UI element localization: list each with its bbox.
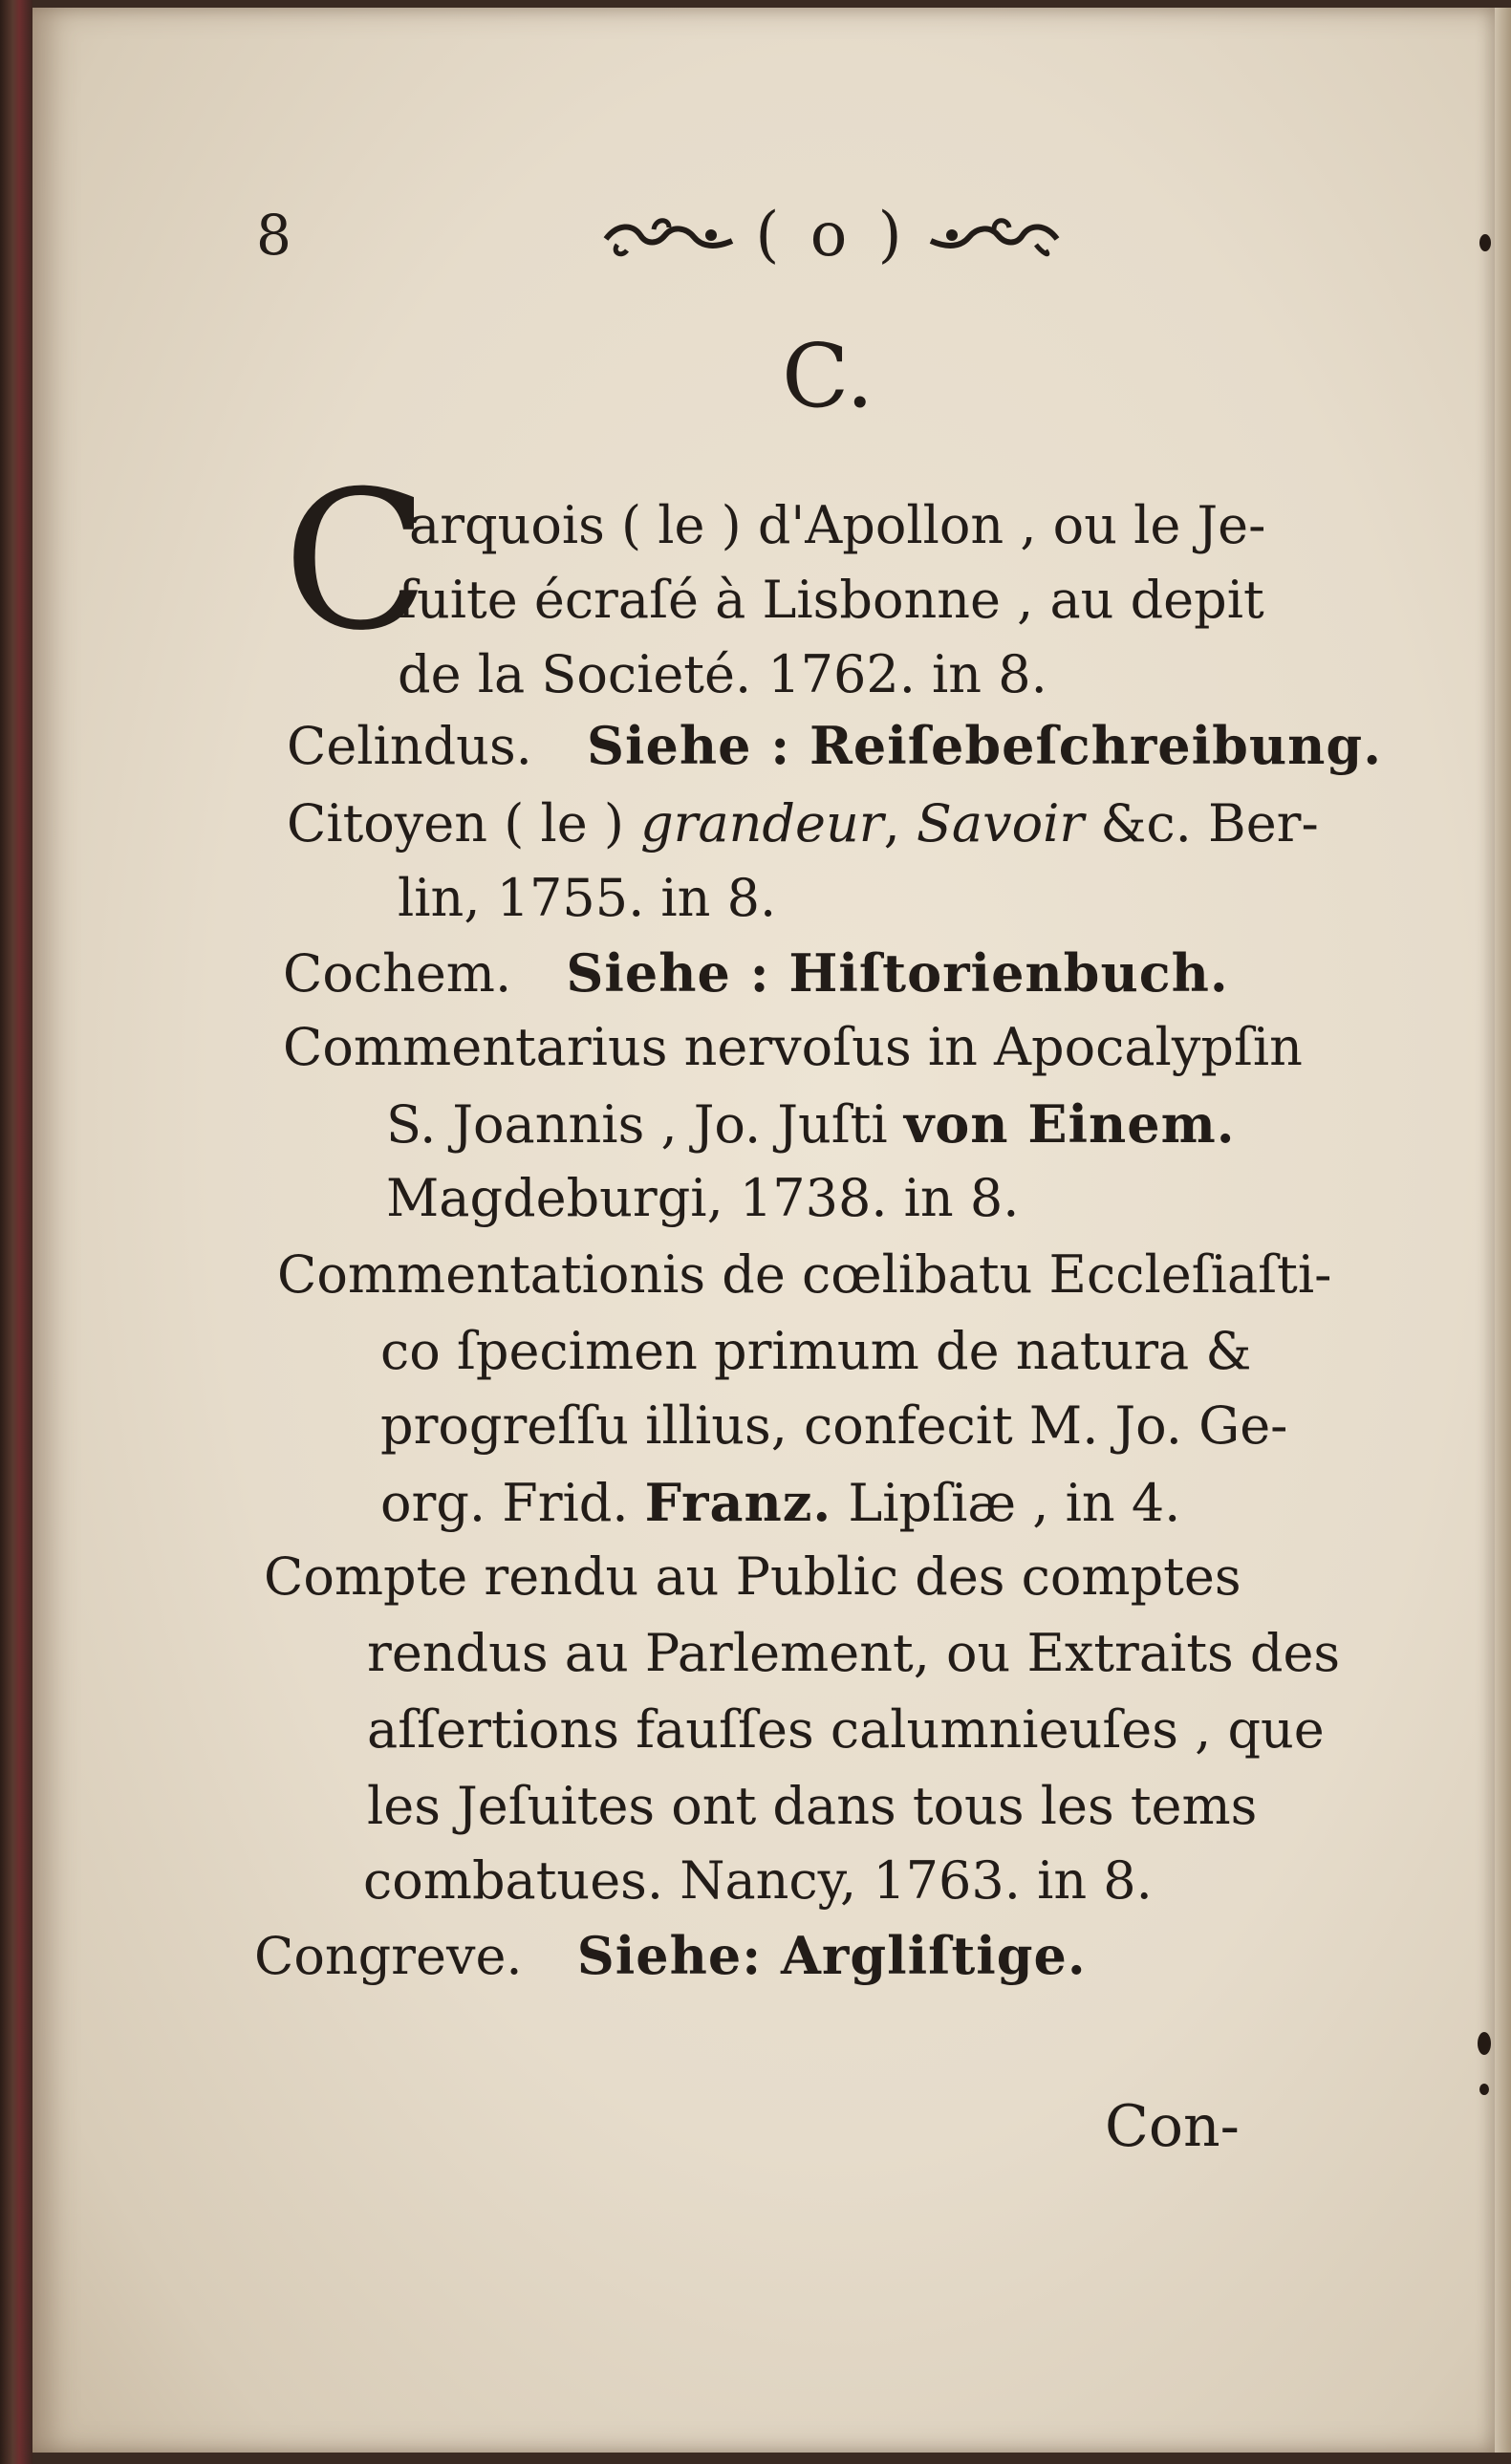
- left-ornament-icon: [598, 206, 742, 264]
- header-marker: ( o ): [755, 200, 908, 270]
- entry-text: org. Frid.: [380, 1473, 645, 1533]
- entry-commentationis-line4: [380, 1472, 1181, 1533]
- running-head: [593, 197, 1070, 273]
- ink-speck: [1479, 234, 1491, 251]
- entry-commentarius-line1: Commentarius nervoſus in Apocalypſin: [283, 1017, 1303, 1077]
- entry-compte-line1: Compte rendu au Public des comptes: [264, 1546, 1241, 1607]
- page-edge: [1495, 8, 1511, 2453]
- entry-commentarius-line3: Magdeburgi, 1738. in 8.: [386, 1168, 1020, 1228]
- entry-carquois-line3: de la Societé. 1762. in 8.: [398, 644, 1047, 704]
- drop-cap: C: [283, 450, 430, 673]
- entry-text: &c. Ber-: [1084, 793, 1319, 854]
- cross-reference: Siehe : Reiſebeſchreibung.: [587, 715, 1382, 776]
- entry-title: Citoyen ( le ): [287, 793, 641, 854]
- entry-commentationis-line1: Commentationis de cœlibatu Eccleſiaſti-: [277, 1244, 1332, 1305]
- entry-carquois-line1: arquois ( le ) d'Apollon , ou le Je-: [409, 495, 1266, 555]
- section-letter: C.: [782, 325, 874, 427]
- cross-reference: Siehe : Hiſtorienbuch.: [566, 942, 1229, 1004]
- catchword: Con-: [1105, 2093, 1240, 2160]
- entry-carquois-line2: ſuite écraſé à Lisbonne , au depit: [398, 570, 1264, 630]
- entry-compte-line2: rendus au Parlement, ou Extraits des: [367, 1623, 1341, 1683]
- entry-text: Lipſiæ , in 4.: [831, 1473, 1181, 1533]
- entry-title: Cochem.: [283, 943, 512, 1004]
- cross-reference: Siehe: Argliſtige.: [576, 1925, 1087, 1986]
- entry-commentarius-line2: [386, 1093, 1236, 1155]
- page-number: 8: [256, 203, 291, 268]
- entry-congreve: [254, 1925, 1087, 1986]
- entry-commentationis-line2: co ſpecimen primum de natura &: [380, 1321, 1252, 1381]
- book-spine: [0, 0, 32, 2464]
- italic-term: Savoir: [916, 793, 1085, 854]
- entry-celindus: [287, 715, 1382, 776]
- author-name: von Einem.: [903, 1093, 1236, 1155]
- ink-speck: [1479, 2084, 1489, 2095]
- right-ornament-icon: [921, 206, 1065, 264]
- entry-compte-line3: aſſertions fauſſes calumnieuſes , que: [367, 1699, 1325, 1760]
- entry-cochem: [283, 942, 1229, 1004]
- entry-citoyen-line2: lin, 1755. in 8.: [398, 868, 777, 928]
- ink-speck: [1478, 2032, 1491, 2055]
- entry-title: Congreve.: [254, 1926, 523, 1986]
- author-name: Franz.: [644, 1472, 832, 1533]
- entry-title: Celindus.: [287, 716, 532, 776]
- entry-compte-line5: combatues. Nancy, 1763. in 8.: [363, 1850, 1153, 1911]
- book-page: [32, 8, 1495, 2453]
- italic-term: grandeur: [640, 793, 884, 854]
- entry-commentationis-line3: progreſſu illius, confecit M. Jo. Ge-: [380, 1395, 1288, 1456]
- entry-compte-line4: les Jeſuites ont dans tous les tems: [367, 1776, 1258, 1836]
- separator: ,: [883, 793, 917, 854]
- entry-text: S. Joannis , Jo. Juſti: [386, 1094, 904, 1155]
- entry-citoyen-line1: [287, 793, 1319, 854]
